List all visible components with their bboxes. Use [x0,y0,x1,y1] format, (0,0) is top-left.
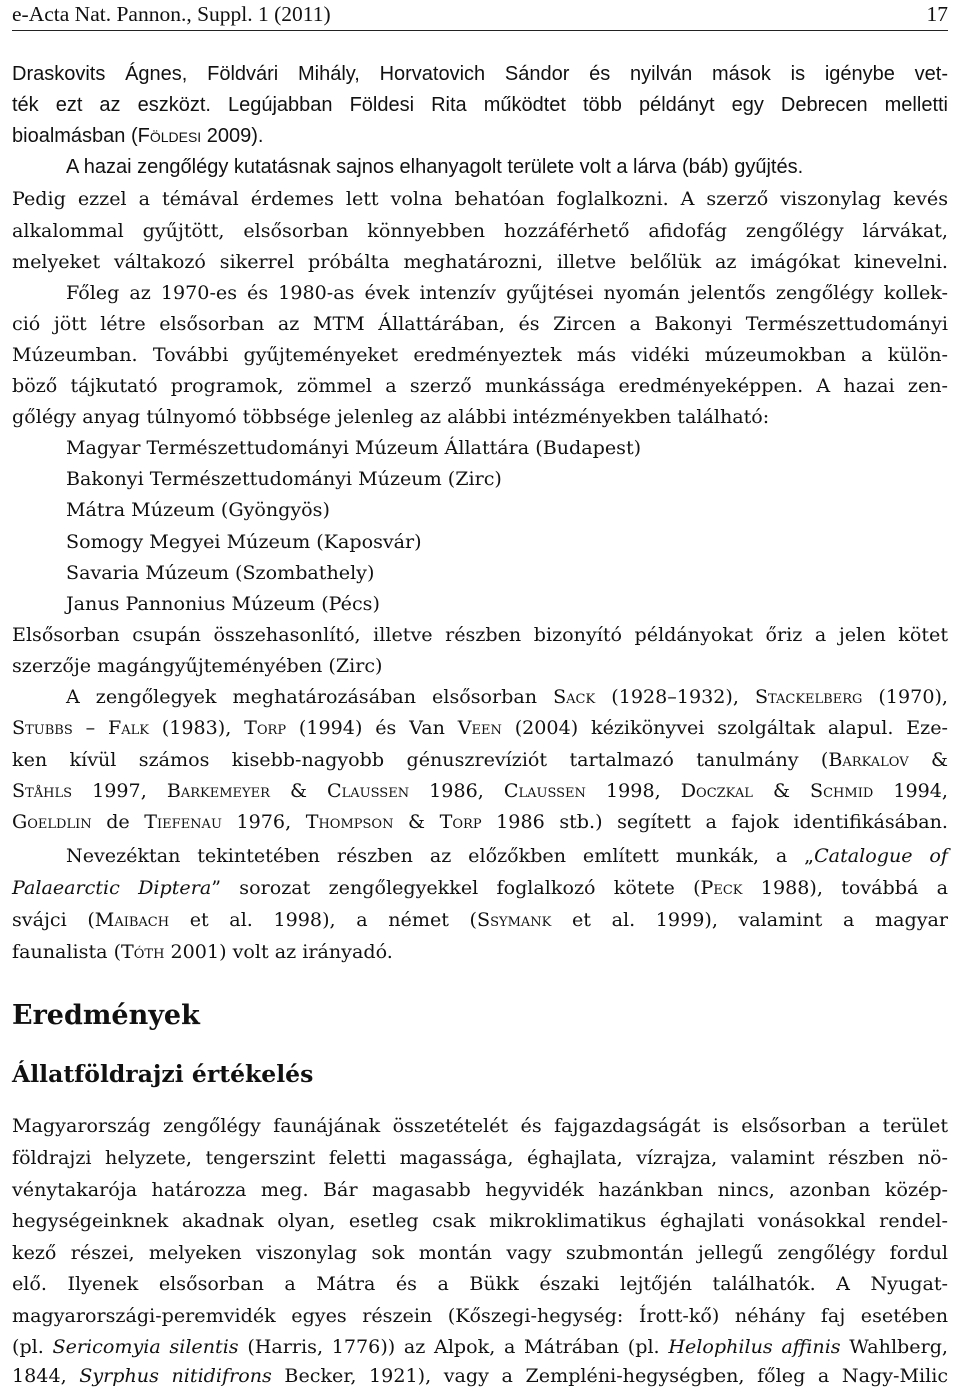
institution-item: Savaria Múzeum (Szombathely) [66,561,375,584]
institution-item: Somogy Megyei Múzeum (Kaposvár) [66,530,422,553]
institution-item: Janus Pannonius Múzeum (Pécs) [66,592,380,615]
journal-citation: e-Acta Nat. Pannon., Suppl. 1 (2011) [12,2,331,26]
text-line: gőlégy anyag túlnyomó többsége jelenleg az alábbi intézményekben található: [12,405,770,428]
text-line: kező részei, melyeken viszonylag sok montán vagy szubmontán jellegű zengőlégy fordul [12,1241,948,1264]
text-line: vénytakarója határozza meg. Bár magasabb hegyvidék hazánkban nincs, azonban közép- [12,1178,948,1201]
text-line: Nevezéktan tekintetében részben az előzőkben említett munkák, a „Catalogue of [66,844,948,867]
text-line: Stubbs – Falk (1983), Torp (1994) és Van Veen (2004) kézikönyvei szolgáltak alapul. Eze- [12,716,948,739]
text-line: alkalommal gyűjtött, elsősorban könnyebben hozzáférhető afidofág zengőlégy lárvákat, [12,219,948,242]
institution-item: Mátra Múzeum (Gyöngyös) [66,498,330,521]
institution-item: Bakonyi Természettudományi Múzeum (Zirc) [66,467,502,490]
text-line: (pl. Sericomyia silentis (Harris, 1776)) az Alpok, a Mátrában (pl. Helophilus affinis Wahlberg, [12,1335,948,1358]
text-line: Múzeumban. További gyűjteményeket eredményeztek más vidéki múzeumokban a külön- [12,343,948,366]
text-line: A hazai zengőlégy kutatásnak sajnos elhanyagolt területe volt a lárva (báb) gyűjtés. [66,156,804,178]
text-line: szerzője magángyűjteményében (Zirc) [12,654,383,677]
subsection-heading: Állatföldrajzi értékelés [12,1060,314,1088]
text-line: melyeket váltakozó sikerrel próbálta meghatározni, illetve belőlük az imágókat kinevelni. [12,250,948,273]
text-line: földrajzi helyzete, tengerszint feletti magassága, éghajlata, vízrajza, valamint részben nö- [12,1146,948,1169]
running-header [12,0,948,28]
institution-item: Magyar Természettudományi Múzeum Állattára (Budapest) [66,436,642,459]
text-line: A zengőlegyek meghatározásában elsősorban Sack (1928–1932), Stackelberg (1970), [66,685,948,708]
text-line: Goeldlin de Tiefenau 1976, Thompson & Torp 1986 stb.) segített a fajok identifikásában. [12,810,948,833]
text-line: faunalista (Tóth 2001) volt az irányadó. [12,940,393,963]
text-line: ték ezt az eszközt. Legújabban Földesi Rita működtet több példányt egy Debrecen melletti [12,94,948,116]
text-line: svájci (Maibach et al. 1998), a német (Ssymank et al. 1999), valamint a magyar [12,908,949,931]
text-line: Magyarország zengőlégy faunájának összetételét és fajgazdagságát is elsősorban a terület [12,1114,948,1137]
text-line: Ståhls 1997, Barkemeyer & Claussen 1986, Claussen 1998, Doczkal & Schmid 1994, [12,779,948,802]
text-line: böző tájkutató programok, zömmel a szerző munkássága eredményeképpen. A hazai zen- [12,374,948,397]
text-line: Pedig ezzel a témával érdemes lett volna behatóan foglalkozni. A szerző viszonylag kevés [12,187,948,210]
text-line: Palaearctic Diptera” sorozat zengőlegyekkel foglalkozó kötete (Peck 1988), továbbá a [12,876,949,899]
text-line: magyarországi-peremvidék egyes részein (Kőszegi-hegység: Írott-kő) néhány faj esetében [12,1304,948,1327]
text-line: ken kívül számos kisebb-nagyobb génuszrevíziót tartalmazó tanulmány (Barkalov & [12,748,948,771]
header-rule [12,30,948,31]
text-line: Elsősorban csupán összehasonlító, illetve részben bizonyító példányokat őriz a jelen kötet [12,623,948,646]
section-heading: Eredmények [12,1000,200,1031]
text-line: bioalmásban (Földesi 2009). [12,125,264,147]
text-line: Főleg az 1970-es és 1980-as évek intenzív gyűjtései nyomán jelentős zengőlégy kollek- [66,281,948,304]
page-number: 17 [926,2,948,26]
text-line: 1844, Syrphus nitidifrons Becker, 1921), vagy a Zempléni-hegységben, főleg a Nagy-Milic [12,1364,949,1387]
text-line: ció jött létre elsősorban az MTM Állattárában, és Zircen a Bakonyi Természettudományi [12,312,948,335]
text-line: Draskovits Ágnes, Földvári Mihály, Horvatovich Sándor és nyilván mások is igénybe vet- [12,63,948,85]
text-line: elő. Ilyenek elsősorban a Mátra és a Bükk északi lejtőjén találhatók. A Nyugat- [12,1272,948,1295]
text-line: hegységeinknek akadnak olyan, esetleg csak mikroklimatikus éghajlati vonásokkal rendel- [12,1209,948,1232]
